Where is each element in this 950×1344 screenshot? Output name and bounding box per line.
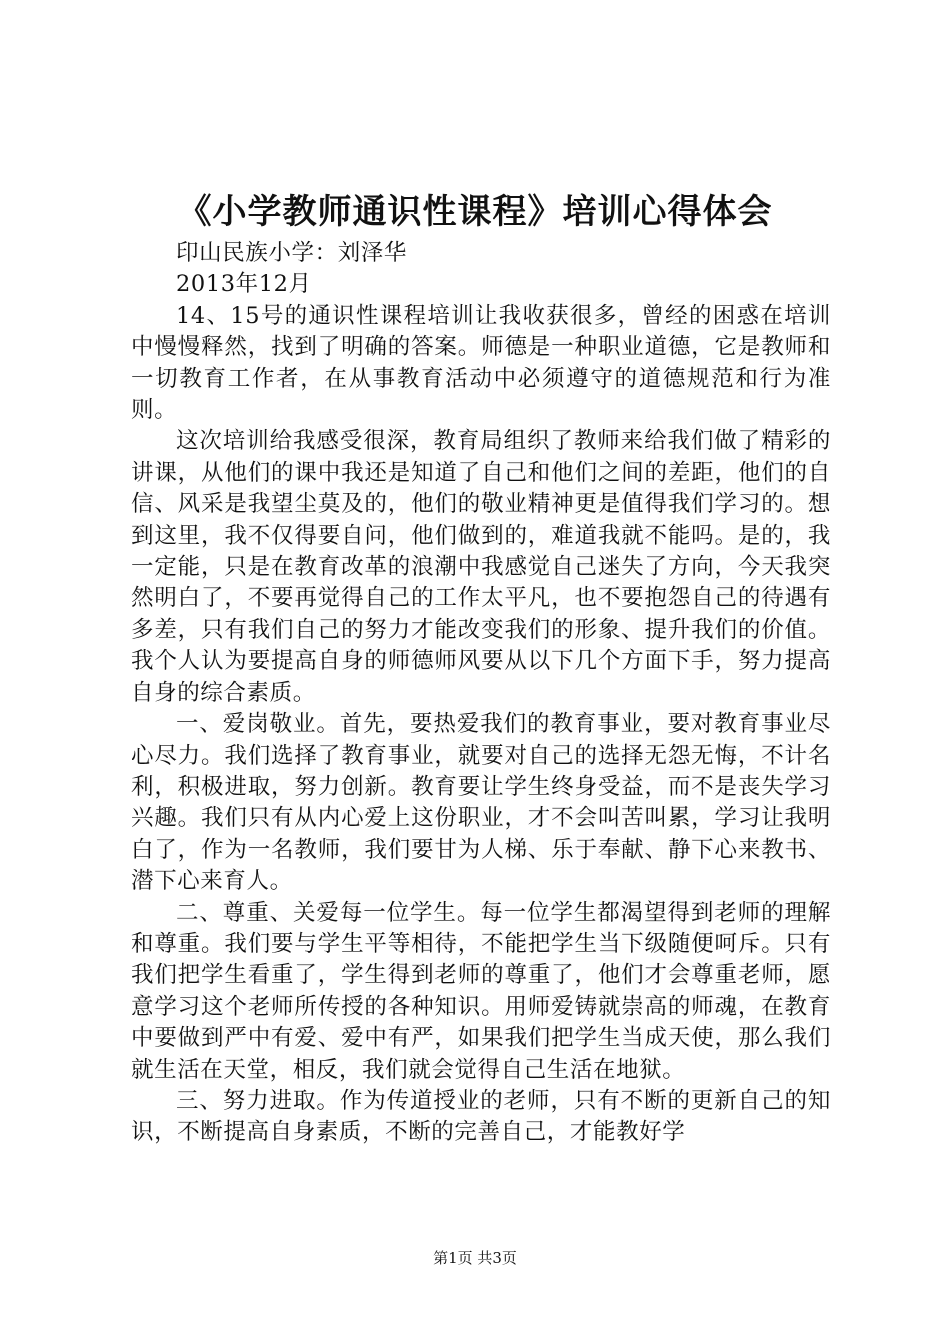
page-footer: 第1页 共3页 xyxy=(433,1249,517,1267)
paragraph-point-three: 三、努力进取。作为传道授业的老师，只有不断的更新自己的知识，不断提高自身素质，不断的完善自己，才能教好学 xyxy=(131,1087,831,1146)
date-line: 2013年12月 xyxy=(176,271,312,298)
paragraph-point-one: 一、爱岗敬业。首先，要热爱我们的教育事业，要对教育事业尽心尽力。我们选择了教育事业，就要对自己的选择无怨无悔，不计名利，积极进取，努力创新。教育要让学生终身受益，而不是丧失学习兴趣。我们只有从内心爱上这份职业，才不会叫苦叫累，学习让我明白了，作为一名教师，我们要甘为人梯、乐于奉献、静下心来教书、潜下心来育人。 xyxy=(131,711,831,895)
paragraph-point-two: 二、尊重、关爱每一位学生。每一位学生都渴望得到老师的理解和尊重。我们要与学生平等相待，不能把学生当下级随便呵斥。只有我们把学生看重了，学生得到老师的尊重了，他们才会尊重老师，愿意学习这个老师所传授的各种知识。用师爱铸就崇高的师魂，在教育中要做到严中有爱、爱中有严，如果我们把学生当成天使，那么我们就生活在天堂，相反，我们就会觉得自己生活在地狱。 xyxy=(131,899,831,1083)
author-line: 印山民族小学：刘泽华 xyxy=(176,240,408,266)
document-title: 《小学教师通识性课程》培训心得体会 xyxy=(177,192,773,232)
paragraph-intro: 14、15号的通识性课程培训让我收获很多，曾经的困惑在培训中慢慢释然，找到了明确的答案。师德是一种职业道德，它是教师和一切教育工作者，在从事教育活动中必须遵守的道德规范和行为准则。 xyxy=(131,302,831,424)
paragraph-reflection: 这次培训给我感受很深，教育局组织了教师来给我们做了精彩的讲课，从他们的课中我还是知道了自己和他们之间的差距，他们的自信、风采是我望尘莫及的，他们的敬业精神更是值得我们学习的。想到这里，我不仅得要自问，他们做到的，难道我就不能吗。是的，我一定能，只是在教育改革的浪潮中我感觉自己迷失了方向，今天我突然明白了，不要再觉得自己的工作太平凡，也不要抱怨自己的待遇有多差，只有我们自己的努力才能改变我们的形象、提升我们的价值。我个人认为要提高自身的师德师风要从以下几个方面下手，努力提高自身的综合素质。 xyxy=(131,428,831,706)
document-body xyxy=(131,238,831,1149)
